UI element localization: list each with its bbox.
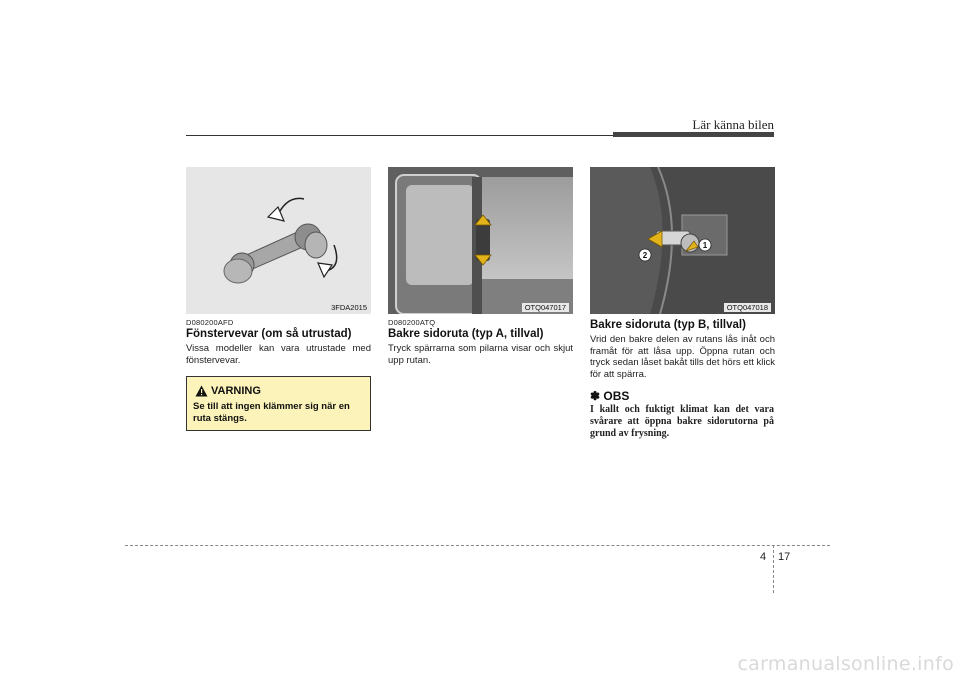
window-crank-illustration xyxy=(186,167,371,314)
section-heading: Fönstervevar (om så utrustad) xyxy=(186,328,352,340)
rear-window-b-illustration xyxy=(590,167,775,314)
warning-text: Se till att ingen klämmer sig när en ruta stängs. xyxy=(193,401,350,424)
body-paragraph: Vissa modeller kan vara utrustade med fönstervevar. xyxy=(186,343,371,366)
figure-code: 3FDA2015 xyxy=(331,303,367,312)
note-text: I kallt och fuktigt klimat kan det vara svårare att öppna bakre sidorutorna på grund av frysning. xyxy=(590,404,774,439)
body-paragraph: Vrid den bakre delen av rutans lås inåt och framåt för att låsa upp. Öppna rutan och tryck sedan låset bakåt tills det hörs ett klick för att spärra. xyxy=(590,334,775,380)
warning-title: VARNING xyxy=(211,385,261,397)
body-paragraph: Tryck spärrarna som pilarna visar och skjut upp rutan. xyxy=(388,343,573,366)
callout-2: 2 xyxy=(642,251,648,260)
callout-1: 1 xyxy=(702,241,708,250)
header-rule xyxy=(186,135,613,136)
section-heading: Bakre sidoruta (typ A, tillval) xyxy=(388,328,544,340)
figure-rear-window-type-b xyxy=(590,167,775,314)
figure-code: OTQ047017 xyxy=(522,303,569,312)
section-code: D080200AFD xyxy=(186,318,234,327)
footer-divider xyxy=(773,545,774,593)
page-number: 17 xyxy=(778,551,791,563)
section-code: D080200ATQ xyxy=(388,318,436,327)
figure-code: OTQ047018 xyxy=(724,303,771,312)
header-bar xyxy=(613,132,774,137)
warning-triangle-icon xyxy=(195,385,208,397)
section-title: Lär känna bilen xyxy=(692,117,774,132)
rear-window-a-illustration xyxy=(388,167,573,314)
section-heading: Bakre sidoruta (typ B, tillval) xyxy=(590,319,746,331)
footer-rule xyxy=(125,545,830,546)
figure-rear-window-type-a xyxy=(388,167,573,314)
warning-box xyxy=(186,376,371,431)
watermark: carmanualsonline.info xyxy=(737,653,954,675)
figure-window-crank xyxy=(186,167,371,314)
note-title: ✽ OBS xyxy=(590,389,630,403)
chapter-number: 4 xyxy=(760,551,767,563)
